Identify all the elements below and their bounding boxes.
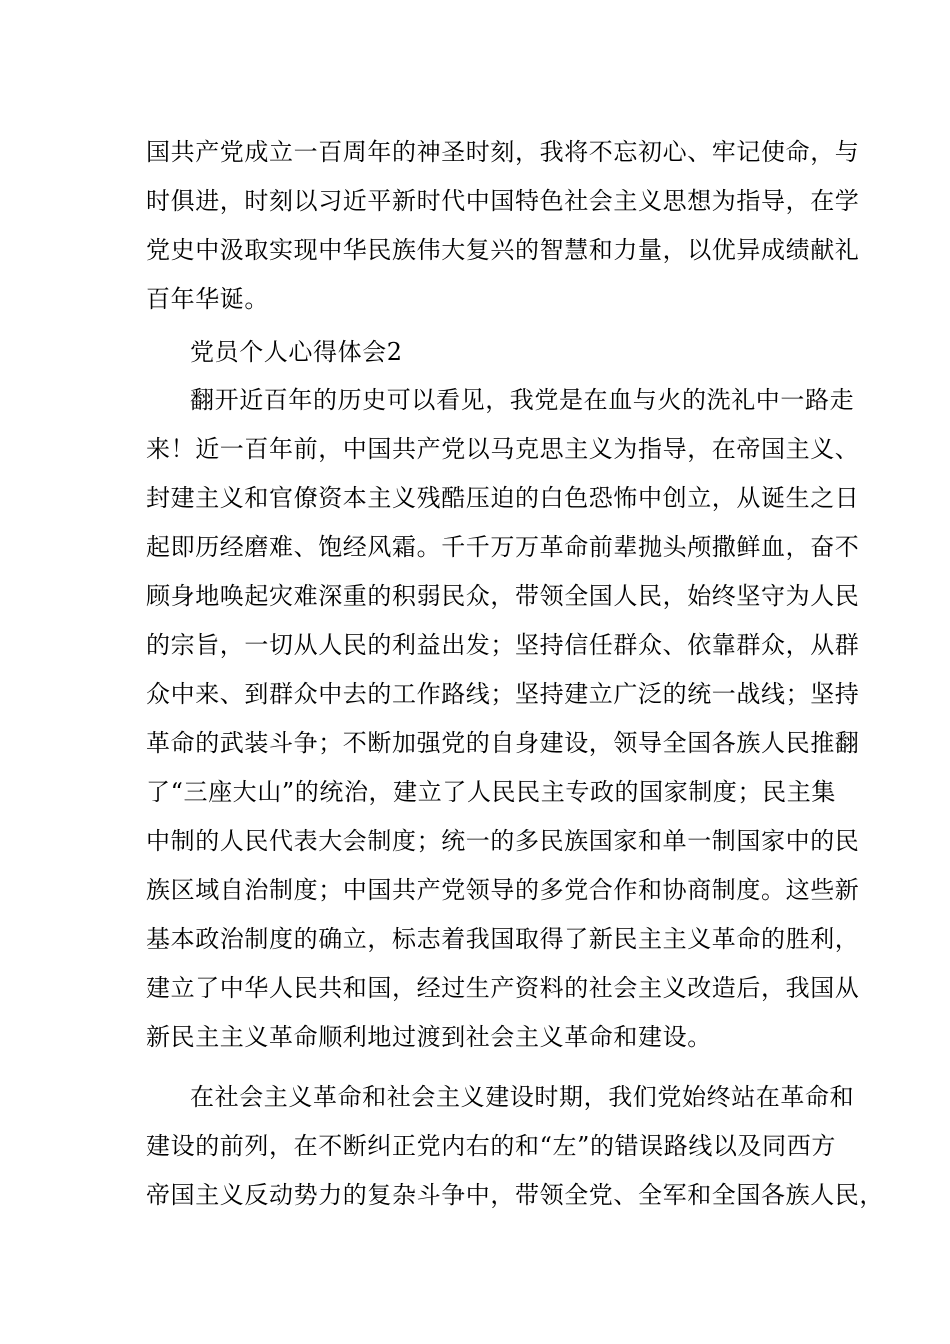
- text-line: 国共产党成立一百周年的神圣时刻，我将不忘初心、牢记使命，与: [146, 138, 860, 166]
- text-line: 党史中汲取实现中华民族伟大复兴的智慧和力量，以优异成绩献礼: [146, 236, 860, 264]
- section-heading-block: [146, 328, 826, 377]
- text-line: 帝国主义反动势力的复杂斗争中，带领全党、全军和全国各族人民，: [146, 1181, 884, 1209]
- paragraph-history: [146, 376, 860, 1062]
- text-line: 建设的前列，在不断纠正党内右的和“左”的错误路线以及同西方: [146, 1132, 836, 1160]
- text-line: 基本政治制度的确立，标志着我国取得了新民主主义革命的胜利，: [146, 925, 860, 953]
- text-line: 来！近一百年前，中国共产党以马克思主义为指导，在帝国主义、: [146, 435, 860, 463]
- text-line: 革命的武装斗争；不断加强党的自身建设，领导全国各族人民推翻: [146, 729, 860, 757]
- text-line: 顾身地唤起灾难深重的积弱民众，带领全国人民，始终坚守为人民: [146, 582, 860, 610]
- text-line: 封建主义和官僚资本主义残酷压迫的白色恐怖中创立，从诞生之日: [146, 484, 860, 512]
- paragraph-construction: [146, 1073, 884, 1220]
- paragraph-continuation: [146, 128, 860, 324]
- text-line: 时俱进，时刻以习近平新时代中国特色社会主义思想为指导，在学: [146, 187, 860, 215]
- text-line: 起即历经磨难、饱经风霜。千千万万革命前辈抛头颅撒鲜血，奋不: [146, 533, 860, 561]
- text-line: 中制的人民代表大会制度；统一的多民族国家和单一制国家中的民: [146, 827, 860, 855]
- text-line: 翻开近百年的历史可以看见，我党是在血与火的洗礼中一路走: [190, 386, 855, 414]
- text-line: 新民主主义革命顺利地过渡到社会主义革命和建设。: [146, 1023, 712, 1051]
- text-line: 了“三座大山”的统治，建立了人民民主专政的国家制度；民主集: [146, 778, 836, 806]
- text-line: 在社会主义革命和社会主义建设时期，我们党始终站在革命和: [190, 1083, 855, 1111]
- text-line: 的宗旨，一切从人民的利益出发；坚持信任群众、依靠群众，从群: [146, 631, 860, 659]
- text-line: 族区域自治制度；中国共产党领导的多党合作和协商制度。这些新: [146, 876, 860, 904]
- section-heading: 党员个人心得体会2: [190, 338, 403, 366]
- text-line: 众中来、到群众中去的工作路线；坚持建立广泛的统一战线；坚持: [146, 680, 860, 708]
- text-line: 百年华诞。: [146, 285, 269, 313]
- text-line: 建立了中华人民共和国，经过生产资料的社会主义改造后，我国从: [146, 974, 860, 1002]
